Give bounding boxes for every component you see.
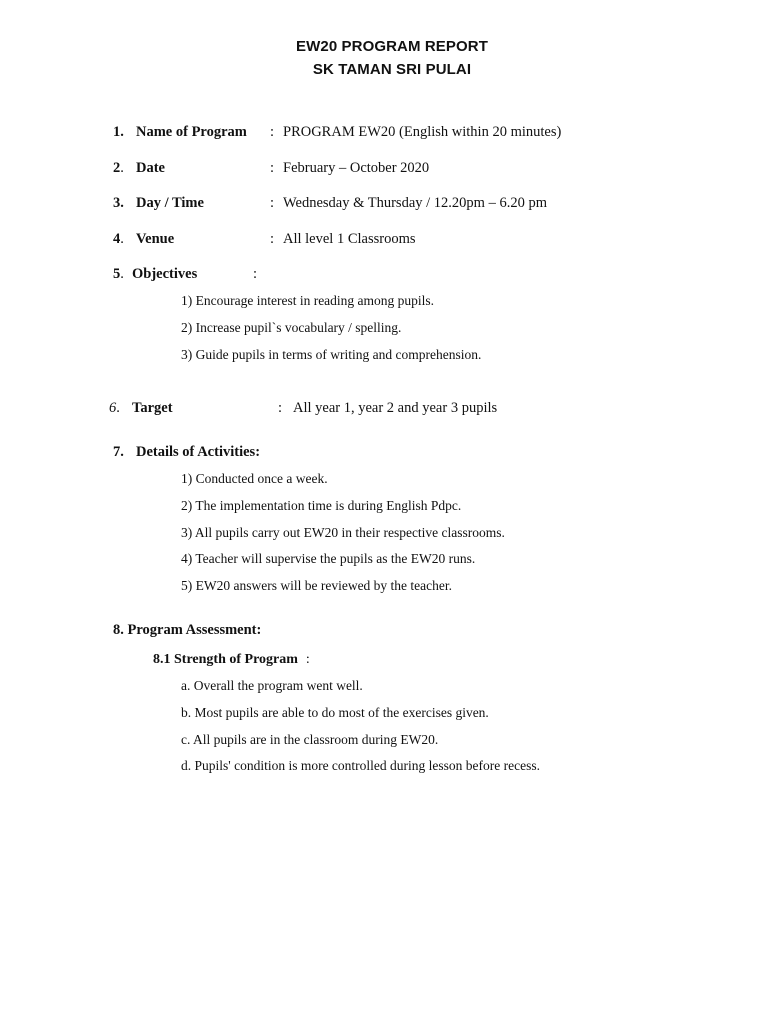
section-colon: : xyxy=(270,160,275,176)
report-title: EW20 PROGRAM REPORT xyxy=(296,38,488,55)
school-name: SK TAMAN SRI PULAI xyxy=(312,61,472,78)
section-colon: : xyxy=(278,400,283,416)
section-details-of-activities xyxy=(0,441,768,463)
section-number xyxy=(109,397,120,419)
section-number-dot: . xyxy=(120,160,124,176)
strength-item: a. Overall the program went well. xyxy=(181,678,363,693)
section-colon: : xyxy=(270,124,275,140)
subsection-label: 8.1 Strength of Program xyxy=(153,652,298,667)
section-venue xyxy=(0,228,768,250)
section-number-digit: 4 xyxy=(113,231,121,247)
section-heading: 8. Program Assessment: xyxy=(113,622,262,638)
section-value: PROGRAM EW20 (English within 20 minutes) xyxy=(283,124,562,140)
objective-item: 1) Encourage interest in reading among pupils. xyxy=(181,293,435,308)
section-label: Name of Program xyxy=(136,124,247,140)
section-number-dot: . xyxy=(116,400,120,416)
section-number-digit: 5 xyxy=(113,266,121,282)
section-value: All year 1, year 2 and year 3 pupils xyxy=(293,400,498,416)
section-number: 7. xyxy=(113,444,124,460)
section-number xyxy=(113,263,124,285)
section-value: All level 1 Classrooms xyxy=(283,231,416,247)
section-name-of-program xyxy=(0,121,768,143)
section-number-digit: 2 xyxy=(113,160,121,176)
section-label: Details of Activities: xyxy=(136,444,261,460)
section-number: 3. xyxy=(113,195,124,211)
section-value: Wednesday & Thursday / 12.20pm – 6.20 pm xyxy=(283,195,547,211)
section-colon: : xyxy=(270,231,275,247)
section-number xyxy=(113,157,124,179)
section-number-digit: 6 xyxy=(109,400,117,416)
section-number xyxy=(113,228,124,250)
section-number-dot: . xyxy=(120,231,124,247)
section-value: February – October 2020 xyxy=(283,160,430,176)
strength-item: b. Most pupils are able to do most of the exercises given. xyxy=(181,705,489,720)
section-number: 1. xyxy=(113,124,124,140)
objective-item: 3) Guide pupils in terms of writing and comprehension. xyxy=(181,347,482,362)
section-number-dot: . xyxy=(120,266,124,282)
activity-item: 3) All pupils carry out EW20 in their respective classrooms. xyxy=(181,525,505,540)
strength-item: c. All pupils are in the classroom during EW20. xyxy=(181,732,439,747)
activity-item: 1) Conducted once a week. xyxy=(181,471,328,486)
activity-item: 2) The implementation time is during English Pdpc. xyxy=(181,498,462,513)
section-colon: : xyxy=(253,266,258,282)
section-label: Objectives xyxy=(132,266,198,282)
strength-item: d. Pupils' condition is more controlled during lesson before recess. xyxy=(181,758,540,773)
section-label: Venue xyxy=(136,231,175,247)
section-colon: : xyxy=(270,195,275,211)
activity-item: 5) EW20 answers will be reviewed by the teacher. xyxy=(181,578,453,593)
objective-item: 2) Increase pupil`s vocabulary / spelling. xyxy=(181,320,402,335)
section-date xyxy=(0,157,768,179)
section-label: Day / Time xyxy=(136,195,204,211)
section-objectives xyxy=(0,263,768,285)
section-day-time xyxy=(0,192,768,214)
section-target xyxy=(0,397,768,419)
activity-item: 4) Teacher will supervise the pupils as the EW20 runs. xyxy=(181,551,476,566)
section-label: Date xyxy=(136,160,165,176)
subsection-strength-of-program xyxy=(153,650,310,670)
section-program-assessment xyxy=(0,619,768,641)
section-label: Target xyxy=(132,400,173,416)
subsection-colon: : xyxy=(305,652,310,667)
